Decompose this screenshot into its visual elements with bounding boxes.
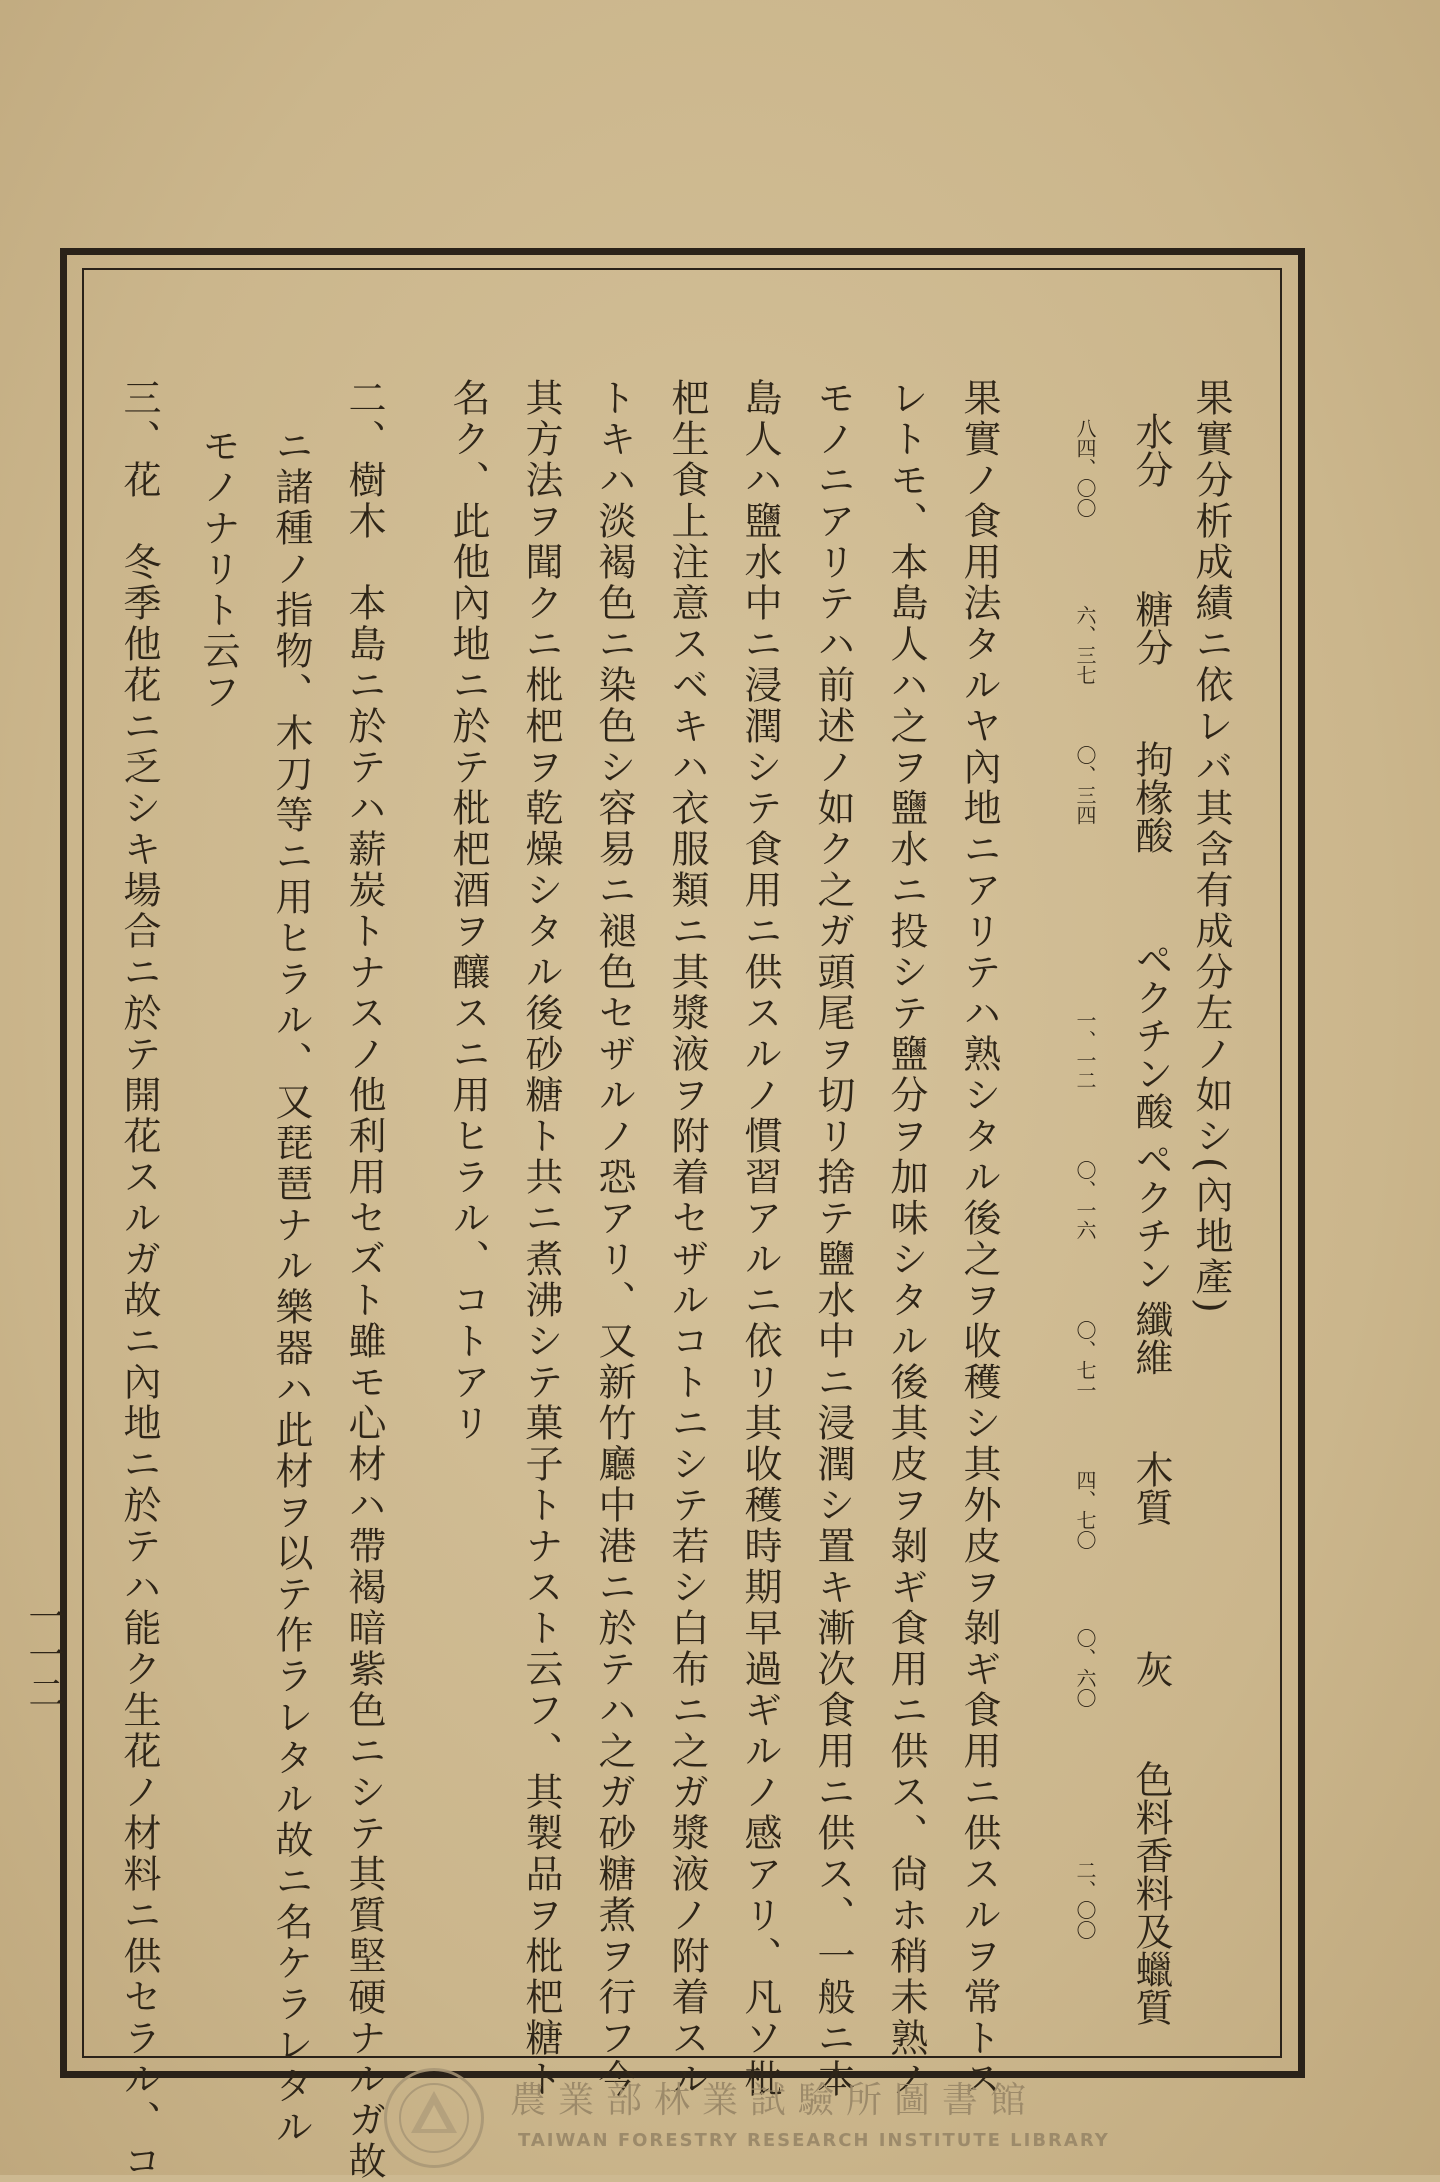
body-column-5: 杷生食上注意スベキハ衣服類ニ其漿液ヲ附着セザルコトニシテ若シ白布ニ之ガ漿液ノ附着スル xyxy=(665,378,709,2100)
body-column-1: 果實ノ食用法タルヤ內地ニアリテハ熟シタル後之ヲ收穫シ其外皮ヲ剝ギ食用ニ供スルヲ常トス xyxy=(957,378,1001,2100)
body-column-10: ニ諸種ノ指物、木刀等ニ用ヒラル、又琵琶ナル樂器ハ此材ヲ以テ作ラレタル故ニ名ケラレタル xyxy=(269,426,313,2148)
table-value-wood: 四、七〇 xyxy=(1073,1470,1097,1550)
table-header-pigments: 色料香料及蠟質 xyxy=(1129,1760,1173,2026)
table-value-moisture: 八四、〇〇 xyxy=(1073,418,1097,518)
body-column-12: 三、花 冬季他花ニ乏シキ場合ニ於テ開花スルガ故ニ內地ニ於テハ能ク生花ノ材料ニ供セラル、コ xyxy=(117,378,161,2182)
library-name-english: TAIWAN FORESTRY RESEARCH INSTITUTE LIBRARY xyxy=(518,2130,1110,2151)
table-header-ash: 灰 xyxy=(1129,1650,1173,1688)
body-column-8: 名ク、此他內地ニ於テ枇杷酒ヲ釀スニ用ヒラル、コトアリ xyxy=(446,378,490,1444)
section-title: 果實分析成績ニ依レバ其含有成分左ノ如シ(內地產) xyxy=(1189,378,1233,1316)
body-column-4: 島人ハ鹽水中ニ浸潤シテ食用ニ供スルノ慣習アルニ依リ其收穫時期早過ギルノ感アリ、凡ソ枇 xyxy=(738,378,782,2100)
body-column-2: レトモ、本島人ハ之ヲ鹽水ニ投シテ鹽分ヲ加味シタル後其皮ヲ剝ギ食用ニ供ス、尙ホ稍未熟ノ xyxy=(884,378,928,2100)
table-value-citric-acid: 〇、三四 xyxy=(1073,745,1097,825)
body-column-6: トキハ淡褐色ニ染色シ容易ニ褪色セザルノ恐アリ、又新竹廳中港ニ於テハ之ガ砂糖煮ヲ行フ今 xyxy=(592,378,636,2100)
body-column-9: 二、樹木 本島ニ於テハ薪炭トナスノ他利用セズト雖モ心材ハ帶褐暗紫色ニシテ其質堅硬ナルガ故 xyxy=(342,378,386,2182)
library-name: 農業部林業試驗所圖書館 xyxy=(510,2080,1039,2121)
table-header-sugar: 糖分 xyxy=(1129,590,1173,666)
table-value-pectic-acid: 一、一二 xyxy=(1073,1010,1097,1090)
table-header-fiber: 纖維 xyxy=(1129,1300,1173,1376)
table-value-sugar: 六、三七 xyxy=(1073,605,1097,685)
table-value-pigments: 二、〇〇 xyxy=(1073,1860,1097,1940)
table-header-wood: 木質 xyxy=(1129,1450,1173,1526)
library-seal-icon xyxy=(384,2068,484,2168)
page-number: 一一二 xyxy=(23,1598,64,1712)
table-header-moisture: 水分 xyxy=(1129,412,1173,488)
body-column-3: モノニアリテハ前述ノ如ク之ガ頭尾ヲ切リ捨テ鹽水中ニ浸潤シ置キ漸次食用ニ供ス、一般ニ本 xyxy=(811,378,855,2100)
table-header-pectic-acid: ペクチン酸 xyxy=(1129,940,1173,1130)
table-header-citric-acid: 拘椽酸 xyxy=(1129,740,1173,854)
body-column-11: モノナリト云フ xyxy=(196,426,240,713)
table-value-pectin: 〇、一六 xyxy=(1073,1160,1097,1240)
table-value-ash: 〇、六〇 xyxy=(1073,1628,1097,1708)
body-column-7: 其方法ヲ聞クニ枇杷ヲ乾燥シタル後砂糖ト共ニ煮沸シテ菓子トナスト云フ、其製品ヲ枇杷糖ト xyxy=(519,378,563,2100)
table-value-fiber: 〇、七一 xyxy=(1073,1320,1097,1400)
table-header-pectin: ペクチン xyxy=(1129,1140,1173,1292)
